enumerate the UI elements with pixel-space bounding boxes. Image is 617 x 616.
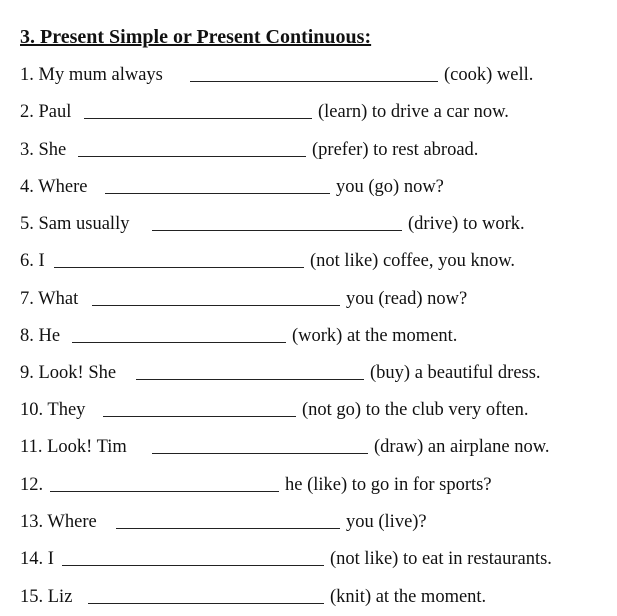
item-prefix: 11. Look! Tim (20, 437, 127, 457)
exercise-item-13 (20, 509, 610, 535)
item-prefix: 3. She (20, 140, 67, 160)
exercise-item-8 (20, 323, 610, 349)
answer-blank[interactable] (92, 305, 340, 306)
exercise-item-9 (20, 360, 610, 386)
exercise-item-12 (20, 472, 610, 498)
exercise-item-7 (20, 286, 610, 312)
answer-blank[interactable] (103, 416, 296, 417)
item-suffix: you (live)? (346, 512, 427, 532)
answer-blank[interactable] (136, 379, 364, 380)
item-prefix: 10. They (20, 400, 86, 420)
answer-blank[interactable] (62, 565, 324, 566)
answer-blank[interactable] (84, 118, 312, 119)
exercise-item-4 (20, 174, 610, 200)
item-suffix: (cook) well. (444, 65, 534, 85)
item-suffix: (not like) coffee, you know. (310, 251, 515, 271)
item-suffix: (prefer) to rest abroad. (312, 140, 479, 160)
item-suffix: (drive) to work. (408, 214, 525, 234)
item-prefix: 4. Where (20, 177, 88, 197)
item-suffix: (work) at the moment. (292, 326, 458, 346)
answer-blank[interactable] (54, 267, 304, 268)
exercise-item-5 (20, 211, 610, 237)
answer-blank[interactable] (78, 156, 306, 157)
item-suffix: (buy) a beautiful dress. (370, 363, 541, 383)
exercise-item-10 (20, 397, 610, 423)
item-prefix: 12. (20, 475, 44, 495)
item-prefix: 7. What (20, 289, 79, 309)
exercise-item-1 (20, 62, 610, 88)
exercise-item-3 (20, 137, 610, 163)
exercise-item-11 (20, 434, 610, 460)
exercise-title: 3. Present Simple or Present Continuous: (20, 26, 372, 48)
item-suffix: you (go) now? (336, 177, 444, 197)
answer-blank[interactable] (190, 81, 438, 82)
item-prefix: 9. Look! She (20, 363, 117, 383)
answer-blank[interactable] (72, 342, 286, 343)
item-suffix: (learn) to drive a car now. (318, 102, 509, 122)
exercise-item-6 (20, 248, 610, 274)
answer-blank[interactable] (50, 491, 279, 492)
item-prefix: 15. Liz (20, 587, 73, 607)
item-suffix: you (read) now? (346, 289, 468, 309)
item-suffix: (not go) to the club very often. (302, 400, 529, 420)
answer-blank[interactable] (116, 528, 340, 529)
exercise-item-15 (20, 584, 610, 610)
answer-blank[interactable] (152, 453, 368, 454)
item-prefix: 5. Sam usually (20, 214, 130, 234)
item-suffix: (draw) an airplane now. (374, 437, 550, 457)
item-prefix: 13. Where (20, 512, 97, 532)
item-prefix: 6. I (20, 251, 45, 271)
item-prefix: 2. Paul (20, 102, 72, 122)
answer-blank[interactable] (88, 603, 324, 604)
item-prefix: 1. My mum always (20, 65, 163, 85)
answer-blank[interactable] (152, 230, 402, 231)
item-suffix: (not like) to eat in restaurants. (330, 549, 552, 569)
item-suffix: he (like) to go in for sports? (285, 475, 492, 495)
item-prefix: 8. He (20, 326, 61, 346)
item-suffix: (knit) at the moment. (330, 587, 487, 607)
answer-blank[interactable] (105, 193, 330, 194)
exercise-item-2 (20, 99, 610, 125)
exercise-item-14 (20, 546, 610, 572)
item-prefix: 14. I (20, 549, 54, 569)
